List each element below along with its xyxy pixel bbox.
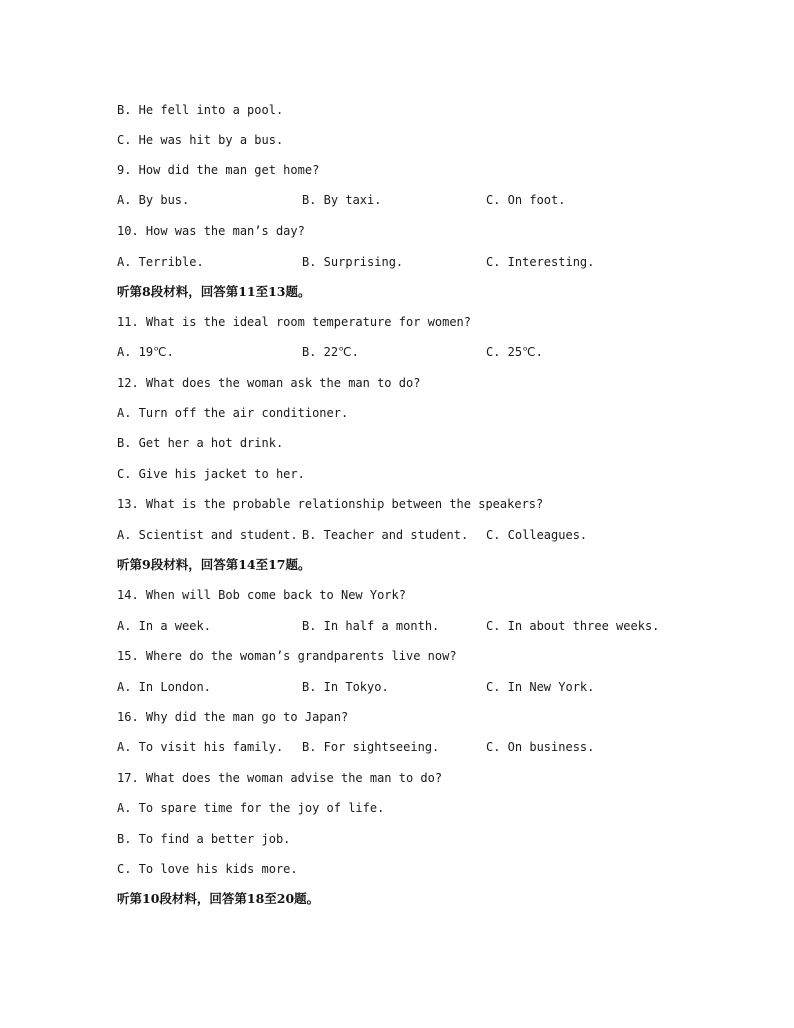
option-c: C. Interesting.: [486, 255, 595, 269]
option-c: C. In New York.: [486, 680, 595, 694]
question-9: 9. How did the man get home?: [117, 163, 320, 177]
option-a: A. 19℃.: [117, 345, 174, 359]
option-a: A. In a week.: [117, 619, 211, 633]
option-a: A. To visit his family.: [117, 740, 284, 754]
option-b: B. 22℃.: [302, 345, 359, 359]
option-c: C. 25℃.: [486, 345, 543, 359]
section-heading: 听第10段材料，回答第18至20题。: [117, 891, 320, 906]
option-c: C. On foot.: [486, 193, 566, 207]
question-15: 15. Where do the woman’s grandparents live now?: [117, 649, 457, 663]
option-line: C. Give his jacket to her.: [117, 467, 305, 481]
option-line: C. He was hit by a bus.: [117, 133, 284, 147]
option-c: C. Colleagues.: [486, 528, 588, 542]
question-12: 12. What does the woman ask the man to do?: [117, 376, 421, 390]
question-16: 16. Why did the man go to Japan?: [117, 710, 349, 724]
section-heading: 听第8段材料，回答第11至13题。: [117, 284, 311, 299]
option-line: C. To love his kids more.: [117, 862, 298, 876]
question-11: 11. What is the ideal room temperature for women?: [117, 315, 472, 329]
section-heading: 听第9段材料，回答第14至17题。: [117, 557, 311, 572]
option-line: A. Turn off the air conditioner.: [117, 406, 349, 420]
question-10: 10. How was the man’s day?: [117, 224, 305, 238]
option-b: B. By taxi.: [302, 193, 382, 207]
option-b: B. Surprising.: [302, 255, 404, 269]
option-b: B. For sightseeing.: [302, 740, 440, 754]
question-14: 14. When will Bob come back to New York?: [117, 588, 406, 602]
option-b: B. In Tokyo.: [302, 680, 389, 694]
option-line: B. Get her a hot drink.: [117, 436, 284, 450]
option-line: A. To spare time for the joy of life.: [117, 801, 385, 815]
option-c: C. In about three weeks.: [486, 619, 660, 633]
option-c: C. On business.: [486, 740, 595, 754]
option-line: B. He fell into a pool.: [117, 103, 284, 117]
option-a: A. In London.: [117, 680, 211, 694]
option-b: B. In half a month.: [302, 619, 440, 633]
option-a: A. By bus.: [117, 193, 190, 207]
question-13: 13. What is the probable relationship between the speakers?: [117, 497, 544, 511]
question-17: 17. What does the woman advise the man to do?: [117, 771, 443, 785]
option-a: A. Terrible.: [117, 255, 204, 269]
option-line: B. To find a better job.: [117, 832, 291, 846]
option-a: A. Scientist and student.: [117, 528, 298, 542]
option-b: B. Teacher and student.: [302, 528, 469, 542]
